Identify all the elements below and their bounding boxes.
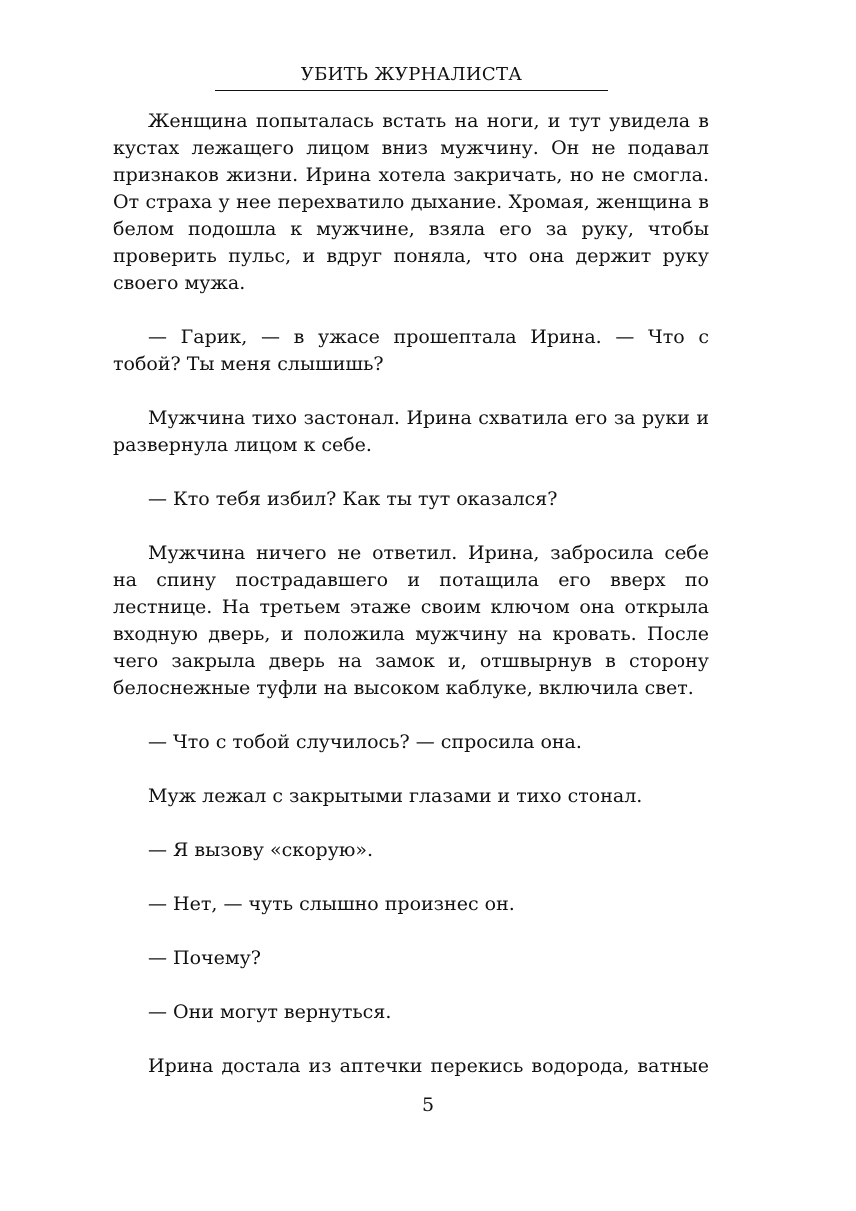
body-text — [113, 108, 709, 1107]
header-rule — [215, 90, 608, 91]
paragraph: — Что с тобой случилось? — спросила она. — [148, 731, 582, 753]
running-title: УБИТЬ ЖУРНАЛИСТА — [300, 64, 523, 85]
paragraph: Ирина достала из аптечки перекись водорода, ватные — [148, 1055, 709, 1077]
paragraph: — Нет, — чуть слышно произнес он. — [148, 893, 515, 915]
paragraph: — Я вызову «скорую». — [148, 839, 374, 861]
paragraph: Женщина попыталась встать на ноги, и тут увидела в кустах лежащего лицом вниз мужчину. Он не подавал признаков жизни. Ирина хотела закричать, но не смогла. От страха у нее перехватило дыхание. Хромая, женщина в белом подошла к мужчине, взяла его за руку, чтобы проверить пульс, и вдруг поняла, что она держит руку своего мужа. — [113, 110, 709, 294]
paragraph: — Гарик, — в ужасе прошептала Ирина. — Что с тобой? Ты меня слышишь? — [113, 326, 709, 375]
paragraph: — Кто тебя избил? Как ты тут оказался? — [148, 488, 558, 510]
paragraph: Муж лежал с закрытыми глазами и тихо стонал. — [148, 785, 643, 807]
paragraph: Мужчина ничего не ответил. Ирина, забросила себе на спину пострадавшего и потащила его вверх по лестнице. На третьем этаже своим ключом она открыла входную дверь, и положила мужчину на кровать. После чего закрыла дверь на замок и, отшвырнув в сторону белоснежные туфли на высоком каблуке, включила свет. — [113, 542, 709, 699]
page-number: 5 — [421, 1094, 435, 1116]
paragraph: Мужчина тихо застонал. Ирина схватила его за руки и развернула лицом к себе. — [113, 407, 709, 456]
paragraph: — Почему? — [148, 947, 261, 969]
paragraph: — Они могут вернуться. — [148, 1001, 392, 1023]
